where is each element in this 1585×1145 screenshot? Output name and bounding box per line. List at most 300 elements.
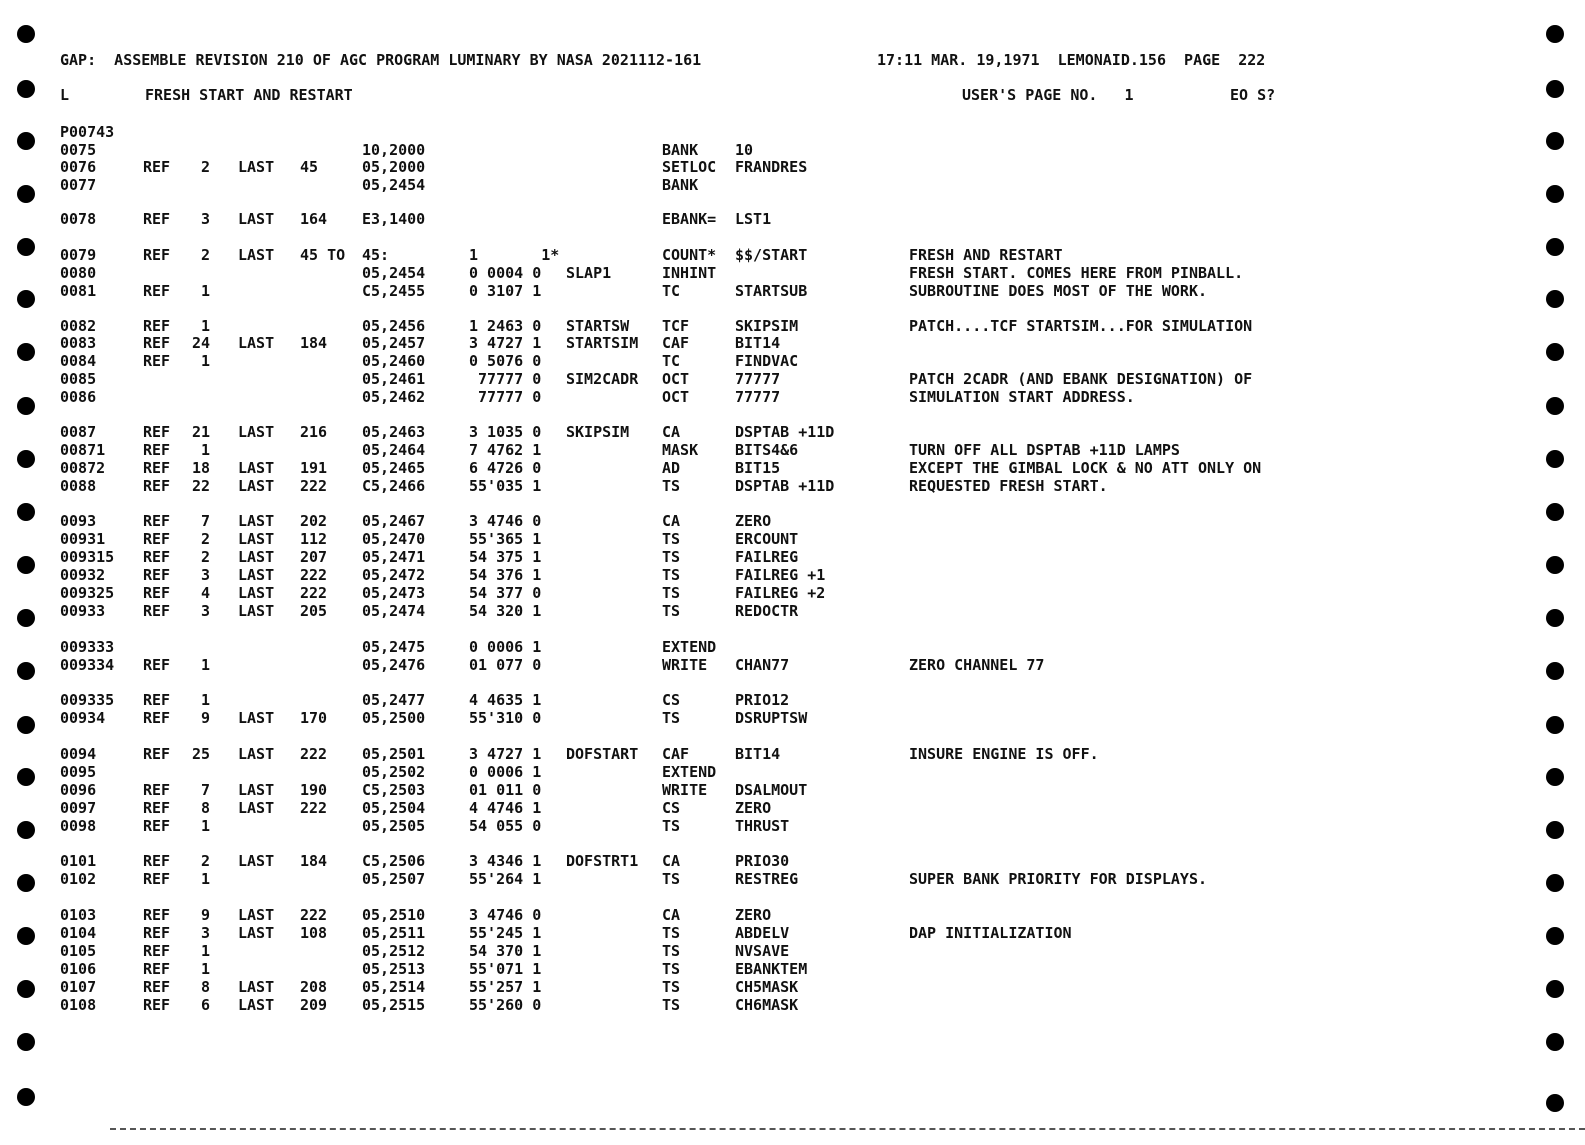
operand: CHAN77 [735, 656, 790, 674]
listing-row [0, 370, 1585, 388]
operand: EBANKTEM [735, 960, 808, 978]
opcode: EBANK= [662, 210, 717, 228]
ref-keyword: REF [143, 352, 171, 370]
address: 05,2463 [362, 423, 426, 441]
last-keyword: LAST [238, 799, 275, 817]
address: 05,2471 [362, 548, 426, 566]
ref-count: 2 [201, 530, 211, 548]
listing-row [0, 978, 1585, 996]
listing-row [0, 141, 1585, 159]
opcode: EXTEND [662, 763, 717, 781]
operand: NVSAVE [735, 942, 790, 960]
ref-keyword: REF [143, 924, 171, 942]
ref-keyword: REF [143, 459, 171, 477]
address: 05,2454 [362, 176, 426, 194]
ref-count: 25 [192, 745, 211, 763]
ref-keyword: REF [143, 781, 171, 799]
listing-row [0, 352, 1585, 370]
ref-count: 3 [201, 566, 211, 584]
listing-row [0, 282, 1585, 300]
opcode: TS [662, 942, 681, 960]
address: 05,2474 [362, 602, 426, 620]
symbol-label: SLAP1 [566, 264, 612, 282]
opcode: TS [662, 584, 681, 602]
last-keyword: LAST [238, 996, 275, 1014]
opcode: BANK [662, 176, 699, 194]
object-code: 55'071 1 [469, 960, 542, 978]
listing-row [0, 423, 1585, 441]
opcode: TS [662, 870, 681, 888]
operand: $$/START [735, 246, 808, 264]
line-number: 009333 [60, 638, 115, 656]
last-line: 222 [300, 477, 328, 495]
line-number: 009315 [60, 548, 115, 566]
operand: FAILREG +2 [735, 584, 826, 602]
address: C5,2503 [362, 781, 426, 799]
address: 05,2504 [362, 799, 426, 817]
opcode: CS [662, 799, 681, 817]
ref-count: 1 [201, 282, 211, 300]
operand: RESTREG [735, 870, 799, 888]
last-line: 184 [300, 334, 328, 352]
ref-count: 1 [201, 960, 211, 978]
ref-count: 22 [192, 477, 211, 495]
last-keyword: LAST [238, 459, 275, 477]
comment: FRESH START. COMES HERE FROM PINBALL. [909, 264, 1244, 282]
ref-keyword: REF [143, 548, 171, 566]
sprocket-hole-left [17, 1033, 35, 1051]
listing-row [0, 960, 1585, 978]
page-id: P00743 [60, 123, 115, 141]
symbol-label: STARTSW [566, 317, 630, 335]
line-number: 0076 [60, 158, 97, 176]
last-keyword: LAST [238, 584, 275, 602]
ref-count: 3 [201, 602, 211, 620]
last-keyword: LAST [238, 423, 275, 441]
address: 05,2472 [362, 566, 426, 584]
ref-keyword: REF [143, 423, 171, 441]
opcode: CAF [662, 334, 690, 352]
ref-count: 1 [201, 441, 211, 459]
ref-keyword: REF [143, 799, 171, 817]
object-code: 01 011 0 [469, 781, 542, 799]
listing-row [0, 602, 1585, 620]
address: 05,2502 [362, 763, 426, 781]
object-code: 55'035 1 [469, 477, 542, 495]
address: 10,2000 [362, 141, 426, 159]
listing-row [0, 763, 1585, 781]
operand: CH5MASK [735, 978, 799, 996]
opcode: TS [662, 996, 681, 1014]
ref-keyword: REF [143, 942, 171, 960]
address: 05,2475 [362, 638, 426, 656]
ref-count: 1 [201, 870, 211, 888]
object-code: 0 0004 0 [469, 264, 542, 282]
last-line: 164 [300, 210, 328, 228]
object-code: 01 077 0 [469, 656, 542, 674]
line-number: 0103 [60, 906, 97, 924]
listing-row [0, 459, 1585, 477]
comment: ZERO CHANNEL 77 [909, 656, 1045, 674]
address: C5,2506 [362, 852, 426, 870]
ref-count: 9 [201, 709, 211, 727]
listing-row [0, 870, 1585, 888]
object-code: 55'257 1 [469, 978, 542, 996]
line-number: 0075 [60, 141, 97, 159]
ref-keyword: REF [143, 334, 171, 352]
symbol-label: DOFSTRT1 [566, 852, 639, 870]
line-number: 0083 [60, 334, 97, 352]
operand: DSPTAB +11D [735, 477, 835, 495]
address: 05,2510 [362, 906, 426, 924]
object-code: 54 055 0 [469, 817, 542, 835]
header-line [0, 51, 1585, 69]
line-number: 0088 [60, 477, 97, 495]
operand: FRANDRES [735, 158, 808, 176]
last-line: 202 [300, 512, 328, 530]
last-line: 45 TO [300, 246, 346, 264]
operand: 77777 [735, 388, 781, 406]
operand: ZERO [735, 906, 772, 924]
last-line: 184 [300, 852, 328, 870]
line-number: 0104 [60, 924, 97, 942]
ref-keyword: REF [143, 996, 171, 1014]
line-number: 0078 [60, 210, 97, 228]
listing-row [0, 246, 1585, 264]
opcode: TS [662, 817, 681, 835]
header-title: GAP: ASSEMBLE REVISION 210 OF AGC PROGRAM LUMINARY BY NASA 2021112-161 [60, 51, 702, 69]
opcode: OCT [662, 370, 690, 388]
object-code: 3 1035 0 [469, 423, 542, 441]
opcode: INHINT [662, 264, 717, 282]
line-number: 00934 [60, 709, 106, 727]
last-line: 170 [300, 709, 328, 727]
comment: TURN OFF ALL DSPTAB +11D LAMPS [909, 441, 1180, 459]
address: C5,2455 [362, 282, 426, 300]
object-code: 0 3107 1 [469, 282, 542, 300]
last-line: 108 [300, 924, 328, 942]
object-code: 54 376 1 [469, 566, 542, 584]
opcode: CAF [662, 745, 690, 763]
ref-count: 8 [201, 978, 211, 996]
listing-row [0, 210, 1585, 228]
listing-row [0, 709, 1585, 727]
opcode: CA [662, 852, 681, 870]
ref-count: 7 [201, 781, 211, 799]
listing-row [0, 566, 1585, 584]
section-line [0, 86, 1585, 104]
page-id-line [0, 123, 1585, 141]
line-number: 0108 [60, 996, 97, 1014]
object-code: 6 4726 0 [469, 459, 542, 477]
listing-row [0, 942, 1585, 960]
opcode: TS [662, 566, 681, 584]
address: 05,2461 [362, 370, 426, 388]
opcode: TS [662, 709, 681, 727]
comment: REQUESTED FRESH START. [909, 477, 1108, 495]
comment: FRESH AND RESTART [909, 246, 1063, 264]
operand: LST1 [735, 210, 772, 228]
sprocket-hole-right [1546, 1094, 1564, 1112]
last-keyword: LAST [238, 334, 275, 352]
comment: SUBROUTINE DOES MOST OF THE WORK. [909, 282, 1208, 300]
operand: 77777 [735, 370, 781, 388]
last-keyword: LAST [238, 602, 275, 620]
operand: ZERO [735, 512, 772, 530]
opcode: TCF [662, 317, 690, 335]
listing-row [0, 388, 1585, 406]
ref-keyword: REF [143, 691, 171, 709]
object-code: 55'260 0 [469, 996, 542, 1014]
opcode: TS [662, 530, 681, 548]
listing-row [0, 745, 1585, 763]
address: 05,2500 [362, 709, 426, 727]
object-code: 3 4727 1 [469, 745, 542, 763]
object-code: 55'310 0 [469, 709, 542, 727]
listing-row [0, 264, 1585, 282]
last-keyword: LAST [238, 924, 275, 942]
address: 05,2511 [362, 924, 426, 942]
sprocket-hole-left [17, 1088, 35, 1106]
object-code: 0 0006 1 [469, 763, 542, 781]
ref-keyword: REF [143, 906, 171, 924]
address: 05,2476 [362, 656, 426, 674]
comment: DAP INITIALIZATION [909, 924, 1072, 942]
listing-row [0, 441, 1585, 459]
address: 05,2465 [362, 459, 426, 477]
operand: THRUST [735, 817, 790, 835]
ref-count: 6 [201, 996, 211, 1014]
line-number: 00931 [60, 530, 106, 548]
operand: DSALMOUT [735, 781, 808, 799]
operand: FAILREG [735, 548, 799, 566]
object-code: 54 377 0 [469, 584, 542, 602]
listing-row [0, 317, 1585, 335]
object-code: 1 1* [469, 246, 560, 264]
operand: BIT14 [735, 745, 781, 763]
object-code: 77777 0 [469, 388, 542, 406]
listing-row [0, 691, 1585, 709]
opcode: WRITE [662, 781, 708, 799]
opcode: COUNT* [662, 246, 717, 264]
opcode: TC [662, 352, 681, 370]
ref-count: 3 [201, 210, 211, 228]
ref-keyword: REF [143, 530, 171, 548]
opcode: CA [662, 512, 681, 530]
listing-row [0, 924, 1585, 942]
line-number: 0097 [60, 799, 97, 817]
line-number: 0105 [60, 942, 97, 960]
last-keyword: LAST [238, 566, 275, 584]
sprocket-hole-right [1546, 1033, 1564, 1051]
address: 05,2000 [362, 158, 426, 176]
operand: DSPTAB +11D [735, 423, 835, 441]
object-code: 0 5076 0 [469, 352, 542, 370]
listing-row [0, 477, 1585, 495]
operand: BIT14 [735, 334, 781, 352]
line-number: 0080 [60, 264, 97, 282]
last-keyword: LAST [238, 210, 275, 228]
opcode: CS [662, 691, 681, 709]
address: 05,2514 [362, 978, 426, 996]
listing-row [0, 638, 1585, 656]
address: 05,2505 [362, 817, 426, 835]
opcode: CA [662, 423, 681, 441]
last-keyword: LAST [238, 745, 275, 763]
section-title: FRESH START AND RESTART [145, 86, 353, 104]
ref-count: 7 [201, 512, 211, 530]
line-number: 0107 [60, 978, 97, 996]
object-code: 54 320 1 [469, 602, 542, 620]
comment: EXCEPT THE GIMBAL LOCK & NO ATT ONLY ON [909, 459, 1262, 477]
address: E3,1400 [362, 210, 426, 228]
opcode: TS [662, 978, 681, 996]
last-keyword: LAST [238, 477, 275, 495]
ref-count: 24 [192, 334, 211, 352]
operand: FINDVAC [735, 352, 799, 370]
line-number: 0079 [60, 246, 97, 264]
line-number: 009335 [60, 691, 115, 709]
opcode: CA [662, 906, 681, 924]
opcode: TC [662, 282, 681, 300]
last-line: 112 [300, 530, 328, 548]
ref-keyword: REF [143, 817, 171, 835]
object-code: 55'365 1 [469, 530, 542, 548]
eos-marker: EO S? [1230, 86, 1276, 104]
ref-keyword: REF [143, 246, 171, 264]
last-line: 222 [300, 906, 328, 924]
last-keyword: LAST [238, 852, 275, 870]
object-code: 55'245 1 [469, 924, 542, 942]
address: 05,2501 [362, 745, 426, 763]
object-code: 77777 0 [469, 370, 542, 388]
address: 05,2462 [362, 388, 426, 406]
last-line: 222 [300, 799, 328, 817]
opcode: TS [662, 960, 681, 978]
opcode: AD [662, 459, 681, 477]
operand: CH6MASK [735, 996, 799, 1014]
address: 05,2464 [362, 441, 426, 459]
ref-keyword: REF [143, 512, 171, 530]
ref-keyword: REF [143, 978, 171, 996]
symbol-label: SIM2CADR [566, 370, 639, 388]
ref-keyword: REF [143, 584, 171, 602]
last-line: 222 [300, 584, 328, 602]
last-line: 208 [300, 978, 328, 996]
address: 05,2513 [362, 960, 426, 978]
ref-keyword: REF [143, 602, 171, 620]
ref-count: 2 [201, 852, 211, 870]
line-number: 0077 [60, 176, 97, 194]
ref-count: 3 [201, 924, 211, 942]
address: 05,2507 [362, 870, 426, 888]
symbol-label: DOFSTART [566, 745, 639, 763]
line-number: 0098 [60, 817, 97, 835]
object-code: 4 4746 1 [469, 799, 542, 817]
object-code: 3 4346 1 [469, 852, 542, 870]
last-line: 45 [300, 158, 319, 176]
opcode: TS [662, 924, 681, 942]
listing-row [0, 548, 1585, 566]
ref-count: 8 [201, 799, 211, 817]
opcode: TS [662, 477, 681, 495]
operand: FAILREG +1 [735, 566, 826, 584]
symbol-label: STARTSIM [566, 334, 639, 352]
operand: DSRUPTSW [735, 709, 808, 727]
ref-keyword: REF [143, 441, 171, 459]
object-code: 3 4746 0 [469, 906, 542, 924]
comment: SUPER BANK PRIORITY FOR DISPLAYS. [909, 870, 1208, 888]
last-keyword: LAST [238, 709, 275, 727]
line-number: 0096 [60, 781, 97, 799]
address: 05,2454 [362, 264, 426, 282]
operand: 10 [735, 141, 754, 159]
opcode: SETLOC [662, 158, 717, 176]
listing-row [0, 512, 1585, 530]
address: 05,2477 [362, 691, 426, 709]
last-line: 205 [300, 602, 328, 620]
last-keyword: LAST [238, 978, 275, 996]
object-code: 55'264 1 [469, 870, 542, 888]
header-date-page: 17:11 MAR. 19,1971 LEMONAID.156 PAGE 222 [877, 51, 1266, 69]
ref-keyword: REF [143, 870, 171, 888]
ref-count: 2 [201, 158, 211, 176]
last-line: 191 [300, 459, 328, 477]
ref-count: 2 [201, 548, 211, 566]
ref-keyword: REF [143, 566, 171, 584]
object-code: 0 0006 1 [469, 638, 542, 656]
last-keyword: LAST [238, 246, 275, 264]
ref-count: 1 [201, 656, 211, 674]
last-line: 209 [300, 996, 328, 1014]
address: 05,2457 [362, 334, 426, 352]
last-keyword: LAST [238, 512, 275, 530]
ref-count: 2 [201, 246, 211, 264]
symbol-label: SKIPSIM [566, 423, 630, 441]
line-number: 0095 [60, 763, 97, 781]
ref-keyword: REF [143, 158, 171, 176]
object-code: 54 375 1 [469, 548, 542, 566]
line-number: 0093 [60, 512, 97, 530]
operand: ABDELV [735, 924, 790, 942]
address: 05,2467 [362, 512, 426, 530]
ref-keyword: REF [143, 210, 171, 228]
ref-count: 1 [201, 317, 211, 335]
comment: PATCH 2CADR (AND EBANK DESIGNATION) OF [909, 370, 1253, 388]
listing-row [0, 656, 1585, 674]
object-code: 1 2463 0 [469, 317, 542, 335]
line-number: 00932 [60, 566, 106, 584]
address: 05,2456 [362, 317, 426, 335]
opcode: MASK [662, 441, 699, 459]
address: 05,2512 [362, 942, 426, 960]
line-number: 0094 [60, 745, 97, 763]
operand: PRIO30 [735, 852, 790, 870]
operand: PRIO12 [735, 691, 790, 709]
last-line: 222 [300, 566, 328, 584]
object-code: 7 4762 1 [469, 441, 542, 459]
line-number: 009334 [60, 656, 115, 674]
last-keyword: LAST [238, 158, 275, 176]
listing-row [0, 852, 1585, 870]
address: 05,2473 [362, 584, 426, 602]
ref-count: 1 [201, 691, 211, 709]
line-number: 0087 [60, 423, 97, 441]
operand: ERCOUNT [735, 530, 799, 548]
operand: REDOCTR [735, 602, 799, 620]
line-number: 0101 [60, 852, 97, 870]
ref-keyword: REF [143, 282, 171, 300]
